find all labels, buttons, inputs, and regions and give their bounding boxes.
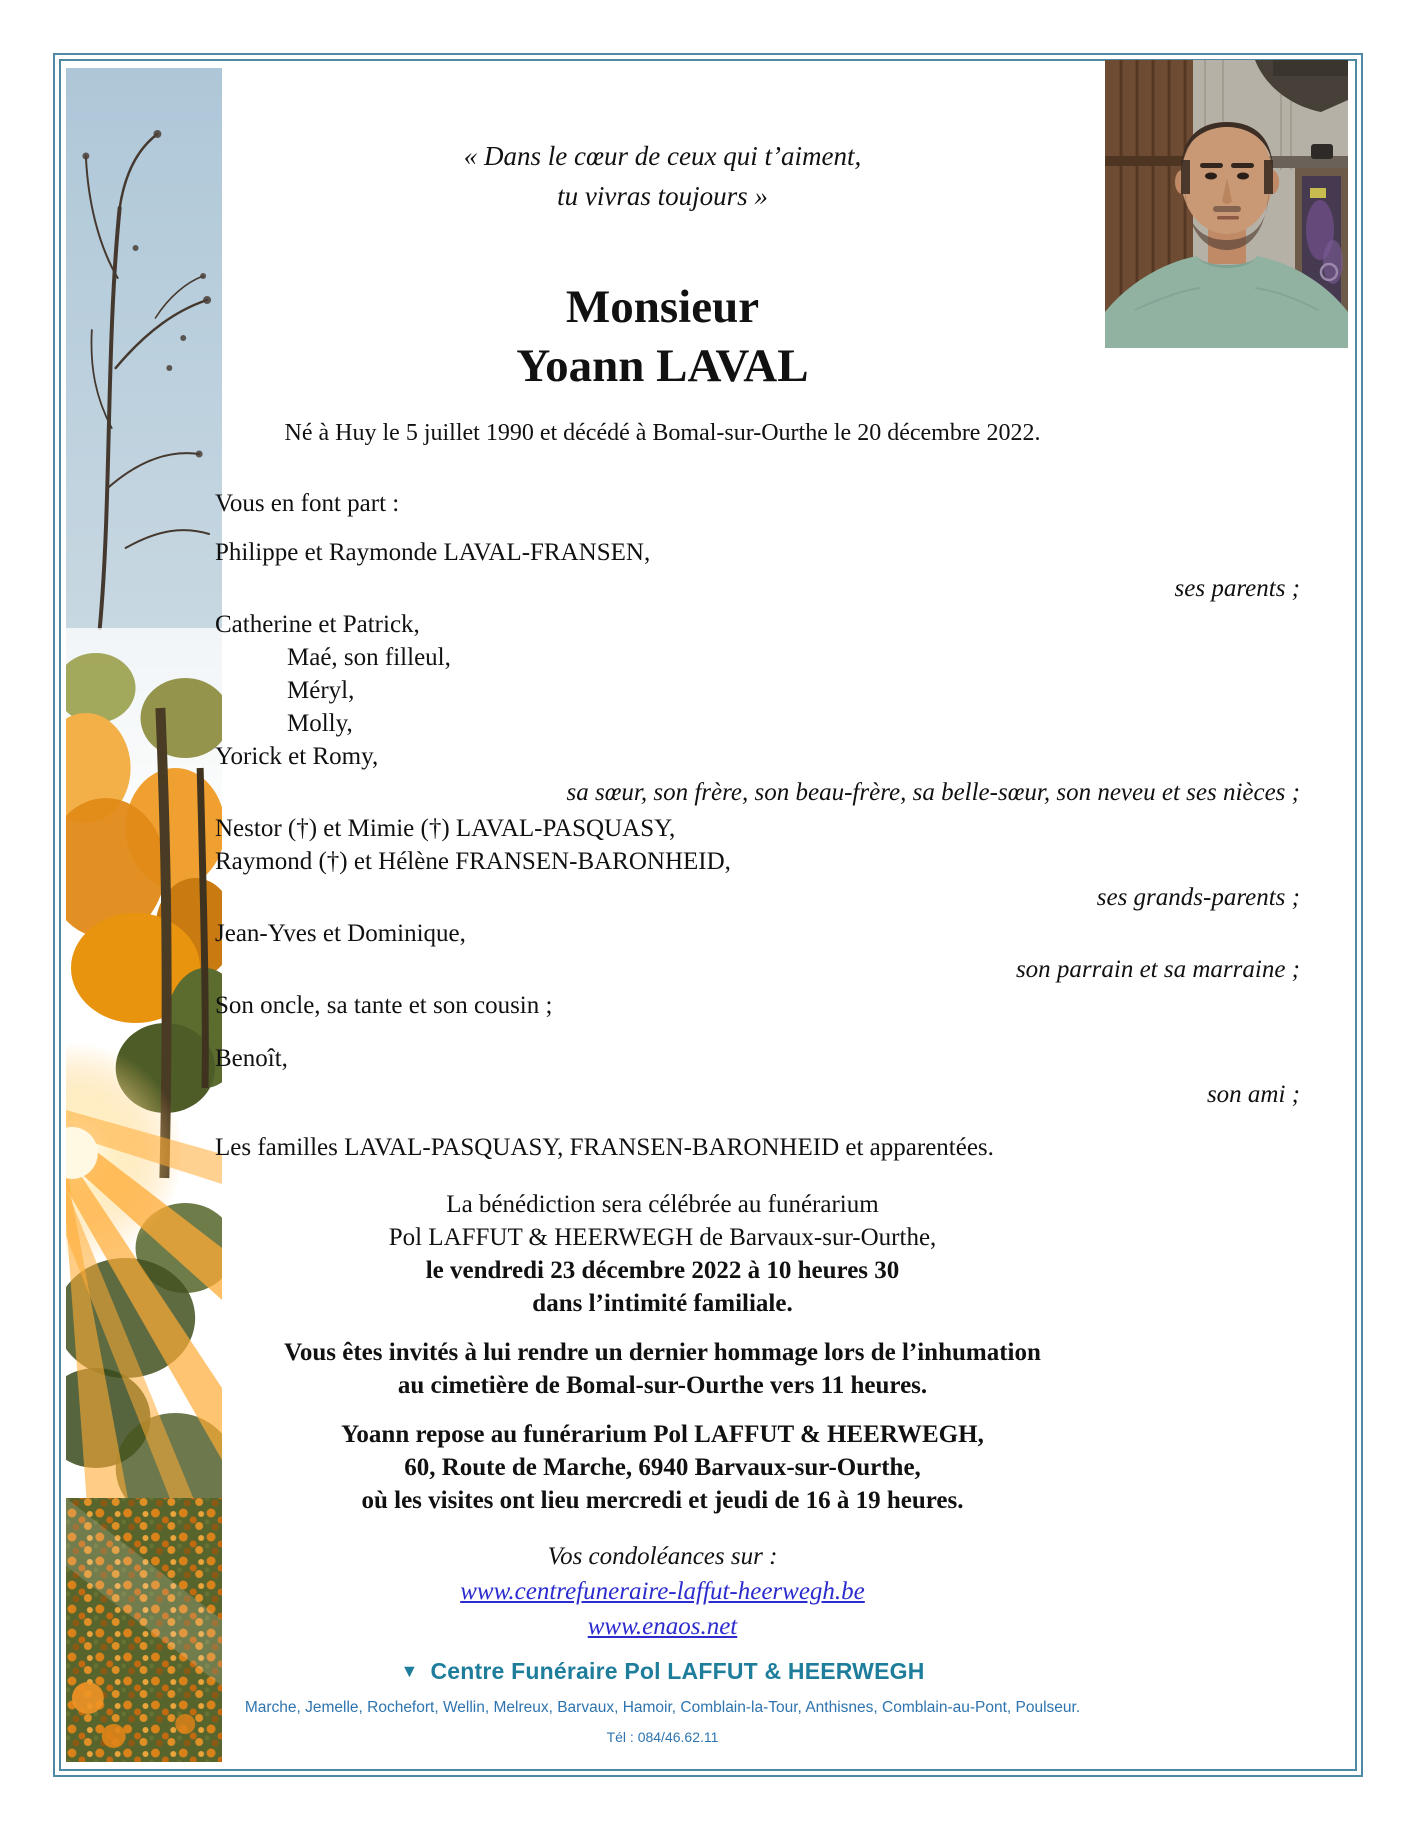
ceremony-line-4: dans l’intimité familiale. xyxy=(532,1290,793,1317)
families-line: Les familles LAVAL-PASQUASY, FRANSEN-BARONHEID et apparentées. xyxy=(215,1134,994,1161)
family-line: Jean-Yves et Dominique, xyxy=(215,920,466,947)
ceremony-block xyxy=(215,1188,1110,1320)
homage-line-2: au cimetière de Bomal-sur-Ourthe vers 11 heures. xyxy=(397,1372,928,1399)
relation-label: son parrain et sa marraine ; xyxy=(1015,956,1300,983)
condolence-link-2[interactable]: www.enaos.net xyxy=(587,1613,738,1640)
ceremony-line-3: le vendredi 23 décembre 2022 à 10 heures 30 xyxy=(425,1257,900,1284)
family-intro: Vous en font part : xyxy=(215,490,400,517)
funeral-home-name: Centre Funéraire Pol LAFFUT & HEERWEGH xyxy=(430,1658,925,1684)
salutation-title: Monsieur xyxy=(565,281,760,333)
relation-label: son ami ; xyxy=(1206,1081,1300,1108)
family-line: Nestor (†) et Mimie (†) LAVAL-PASQUASY, xyxy=(215,815,676,842)
family-line: Maé, son filleul, xyxy=(287,644,451,671)
family-line: Philippe et Raymonde LAVAL-FRANSEN, xyxy=(215,539,651,566)
relation-label: sa sœur, son frère, son beau-frère, sa belle-sœur, son neveu et ses nièces ; xyxy=(566,779,1300,806)
homage-block xyxy=(215,1336,1110,1402)
family-line: Raymond (†) et Hélène FRANSEN-BARONHEID, xyxy=(215,848,731,875)
repose-line-1: Yoann repose au funérarium Pol LAFFUT & HEERWEGH, xyxy=(341,1421,984,1448)
relation-label: ses parents ; xyxy=(1174,575,1300,602)
family-line: Benoît, xyxy=(215,1045,288,1072)
condolence-link-1[interactable]: www.centrefuneraire-laffut-heerwegh.be xyxy=(460,1578,865,1605)
repose-block xyxy=(215,1418,1110,1517)
family-line: Molly, xyxy=(287,710,353,737)
repose-line-2: 60, Route de Marche, 6940 Barvaux-sur-Ourthe, xyxy=(404,1454,921,1481)
ceremony-line-1: La bénédiction sera célébrée au funérarium xyxy=(446,1191,879,1218)
condolences-label: Vos condoléances sur : xyxy=(547,1543,778,1570)
family-line: Méryl, xyxy=(287,677,355,704)
autumn-trees-illustration xyxy=(66,68,222,1762)
triangle-down-icon: ▼ xyxy=(400,1661,419,1681)
funeral-home-phone: Tél : 084/46.62.11 xyxy=(606,1729,719,1745)
title-block xyxy=(215,278,1110,396)
funeral-home-line xyxy=(215,1658,1110,1685)
repose-line-3: où les visites ont lieu mercredi et jeudi de 16 à 19 heures. xyxy=(361,1487,964,1514)
birth-death-line: Né à Huy le 5 juillet 1990 et décédé à Bomal-sur-Ourthe le 20 décembre 2022. xyxy=(284,420,1041,446)
family-list xyxy=(215,487,1300,1164)
family-line: Yorick et Romy, xyxy=(215,743,379,770)
autumn-trees-photo xyxy=(66,68,222,1762)
relation-label: ses grands-parents ; xyxy=(1096,884,1300,911)
announcement-body xyxy=(215,118,1300,1745)
family-line: Catherine et Patrick, xyxy=(215,611,420,638)
deceased-name: Yoann LAVAL xyxy=(516,340,809,392)
condolences-block xyxy=(215,1539,1110,1644)
quote-line-2: tu vivras toujours » xyxy=(557,181,768,211)
homage-line-1: Vous êtes invités à lui rendre un dernier hommage lors de l’inhumation xyxy=(284,1339,1041,1366)
funeral-home-towns: Marche, Jemelle, Rochefort, Wellin, Melreux, Barvaux, Hamoir, Comblain-la-Tour, Anthisnes, Comblain-au-Pont, Poulseur. xyxy=(244,1699,1081,1716)
quote-line-1: « Dans le cœur de ceux qui t’aiment, xyxy=(463,141,862,171)
memorial-quote xyxy=(215,136,1110,216)
family-line: Son oncle, sa tante et son cousin ; xyxy=(215,992,553,1019)
ceremony-line-2: Pol LAFFUT & HEERWEGH de Barvaux-sur-Ourthe, xyxy=(388,1224,937,1251)
